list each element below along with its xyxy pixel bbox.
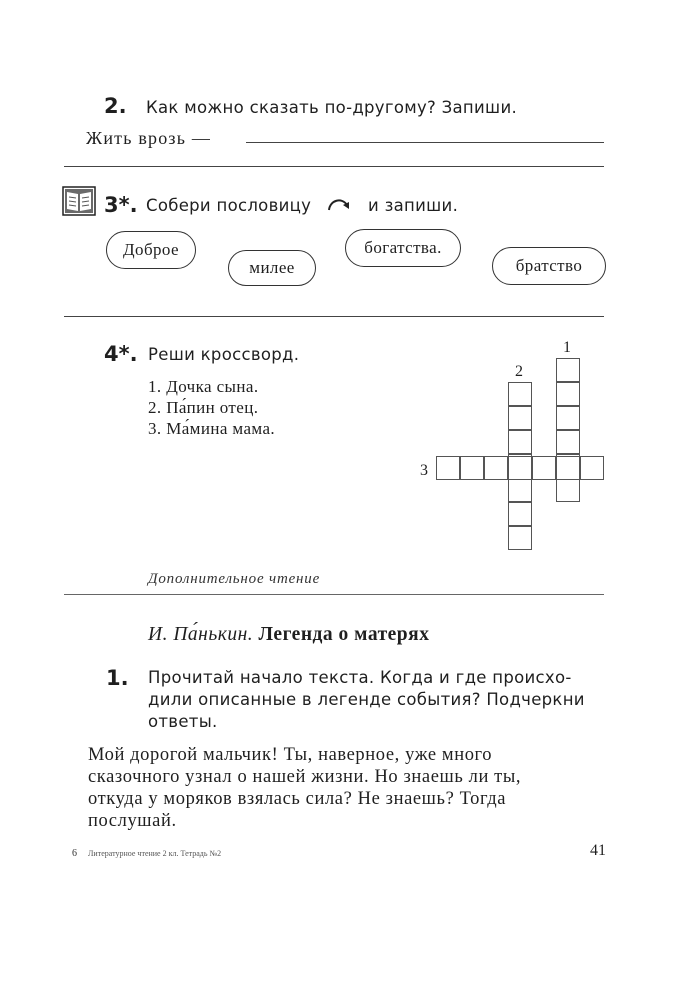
crossword-cell-word2[interactable]: [508, 430, 532, 454]
crossword-clue-2: 2. Па́пин отец.: [148, 398, 259, 417]
reading-author: И. Па́нькин.: [148, 624, 254, 645]
task2-number: 2.: [104, 94, 127, 118]
reading-task-line-2: дили описанные в легенде события? Подчеркни: [148, 690, 585, 709]
reading-task-line-1: Прочитай начало текста. Когда и где происхо-: [148, 668, 572, 687]
answer-line[interactable]: [64, 316, 604, 317]
story-line-4: послушай.: [88, 811, 177, 831]
curved-arrow-icon: [326, 194, 352, 214]
word-card-3[interactable]: богатства.: [345, 229, 461, 267]
crossword-cell-word2[interactable]: [508, 382, 532, 406]
crossword-label-2: 2: [515, 363, 523, 380]
answer-line[interactable]: [246, 142, 604, 143]
task4-number: 4*.: [104, 342, 138, 366]
footer-left-text: Литературное чтение 2 кл. Тетрадь №2: [88, 849, 222, 858]
crossword-cell-word3[interactable]: [580, 456, 604, 480]
reading-title-text: Легенда о матерях: [258, 624, 430, 645]
reading-task-number: 1.: [106, 666, 129, 690]
story-line-3: откуда у моряков взялась сила? Не знаешь? Тогда: [88, 789, 507, 809]
answer-line[interactable]: [64, 166, 604, 167]
crossword-cell-word1[interactable]: [556, 358, 580, 382]
crossword-label-3: 3: [420, 462, 428, 479]
reading-title: [148, 624, 429, 646]
task2-prompt: Как можно сказать по-другому? Запиши.: [146, 98, 518, 117]
crossword-cell-word2[interactable]: [508, 406, 532, 430]
crossword-cell-word1[interactable]: [556, 382, 580, 406]
crossword-cell-word3[interactable]: [532, 456, 556, 480]
crossword-cell-word1[interactable]: [556, 478, 580, 502]
crossword-cell-word1[interactable]: [556, 430, 580, 454]
crossword-cell-word3[interactable]: [460, 456, 484, 480]
story-line-2: сказочного узнал о нашей жизни. Но знаешь ли ты,: [88, 767, 522, 787]
footer-left-number: 6: [72, 848, 77, 859]
task3-number: 3*.: [104, 193, 138, 217]
task2-line-label: Жить врозь —: [86, 128, 212, 148]
crossword-cell-word3[interactable]: [484, 456, 508, 480]
crossword-cell-word2[interactable]: [508, 526, 532, 550]
crossword-cell-word3[interactable]: [556, 456, 580, 480]
crossword-cell-word3[interactable]: [436, 456, 460, 480]
section-label: Дополнительное чтение: [148, 571, 321, 587]
crossword-cell-word2[interactable]: [508, 502, 532, 526]
task3-prompt-part2: и запиши.: [368, 196, 459, 215]
crossword-cell-word2[interactable]: [508, 478, 532, 502]
story-line-1: Мой дорогой мальчик! Ты, наверное, уже много: [88, 745, 493, 765]
crossword-clue-3: 3. Ма́мина мама.: [148, 419, 276, 438]
crossword-cell-word3[interactable]: [508, 456, 532, 480]
crossword-clue-1: 1. Дочка сына.: [148, 377, 259, 396]
word-card-1[interactable]: Доброе: [106, 231, 196, 269]
task4-prompt: Реши кроссворд.: [148, 345, 300, 364]
task3-prompt-part1: Собери пословицу: [146, 196, 312, 215]
crossword-label-1: 1: [563, 339, 571, 356]
section-divider: [64, 594, 604, 595]
reading-task-line-3: ответы.: [148, 712, 218, 731]
book-icon: [62, 186, 96, 216]
crossword-cell-word1[interactable]: [556, 406, 580, 430]
word-card-2[interactable]: милее: [228, 250, 316, 286]
word-card-4[interactable]: братство: [492, 247, 606, 285]
page-number: 41: [590, 842, 606, 859]
